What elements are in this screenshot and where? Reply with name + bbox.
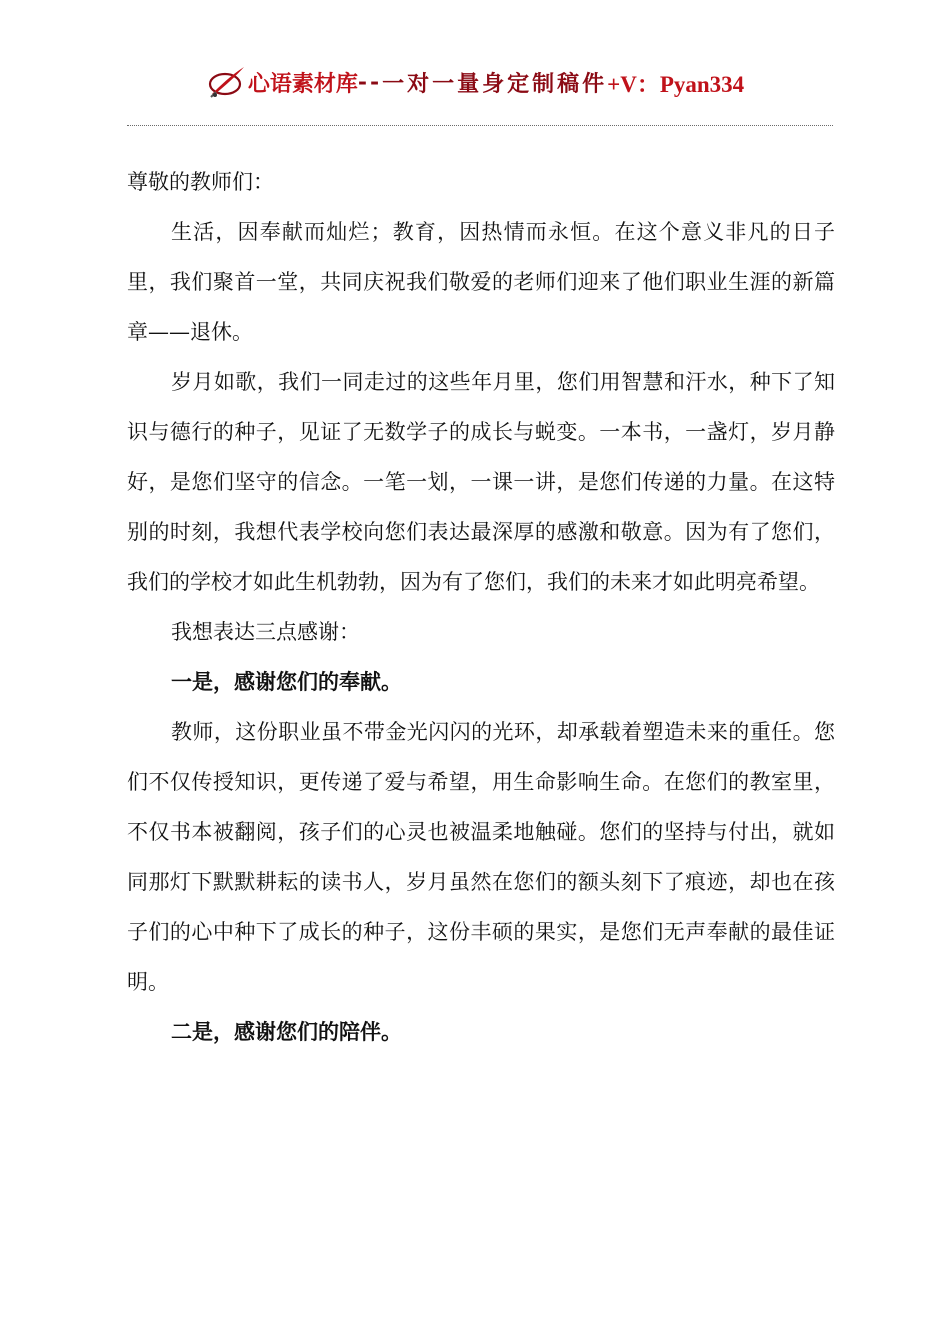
paragraph-thanks-lead: 我想表达三点感谢： xyxy=(171,620,360,644)
header-separator: -- xyxy=(357,69,383,95)
document-body xyxy=(127,157,835,1057)
point-1-text: 教师，这份职业虽不带金光闪闪的光环，却承载着塑造未来的重任。您们不仅传授知识，更传递了爱与希望，用生命影响生命。在您们的教室里，不仅书本被翻阅，孩子们的心灵也被温柔地触碰。您们的坚持与付出，就如同那灯下默默耕耘的读书人，岁月虽然在您们的额头刻下了痕迹，却也在孩子们的心中种下了成长的种子，这份丰硕的果实，是您们无声奉献的最佳证明。 xyxy=(127,720,835,994)
paragraph-years: 岁月如歌，我们一同走过的这些年月里，您们用智慧和汗水，种下了知识与德行的种子，见证了无数学子的成长与蜕变。一本书，一盏灯，岁月静好，是您们坚守的信念。一笔一划，一课一讲，是您们传递的力量。在这特别的时刻，我想代表学校向您们表达最深厚的感激和敬意。因为有了您们，我们的学校才如此生机勃勃，因为有了您们，我们的未来才如此明亮希望。 xyxy=(127,370,835,594)
header-slogan: 一对一量身定制稿件 xyxy=(382,70,608,97)
point-1-heading: 一是，感谢您们的奉献。 xyxy=(171,669,402,694)
paragraph-intro: 生活，因奉献而灿烂；教育，因热情而永恒。在这个意义非凡的日子里，我们聚首一堂，共同庆祝我们敬爱的老师们迎来了他们职业生涯的新篇章——退休。 xyxy=(127,220,835,344)
greeting: 尊敬的教师们： xyxy=(127,170,274,194)
header-banner xyxy=(206,64,744,100)
document-header xyxy=(0,60,950,104)
header-contact: +V：Pyan334 xyxy=(607,71,745,97)
quill-pen-logo-icon xyxy=(206,64,246,100)
point-2-heading: 二是，感谢您们的陪伴。 xyxy=(171,1019,402,1044)
header-divider xyxy=(127,125,833,126)
brand-name: 心语素材库 xyxy=(247,70,358,97)
